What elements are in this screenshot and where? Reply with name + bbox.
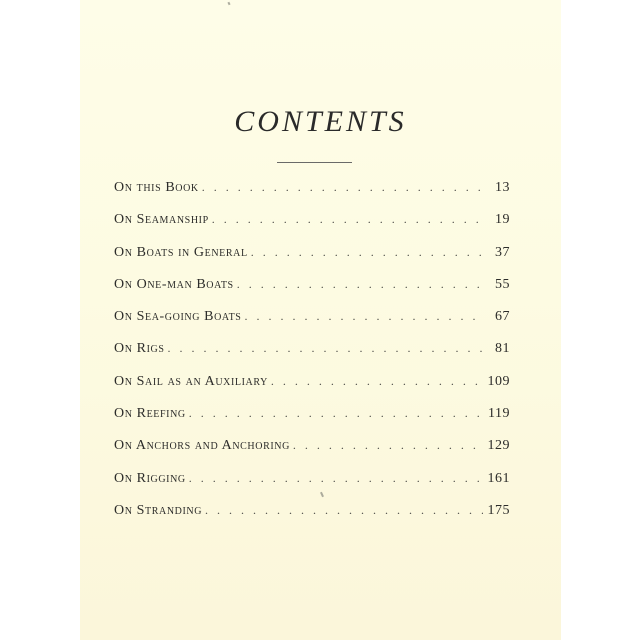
toc-entry-page: 129 (487, 438, 510, 454)
toc-entry (114, 245, 510, 277)
toc-entry (114, 180, 510, 212)
page-title: CONTENTS (234, 105, 407, 138)
toc-entry-title: On Sail as an Auxiliary (114, 373, 268, 389)
toc-entry (114, 471, 510, 503)
dot-leader (202, 180, 483, 195)
toc-entry-title: On Seamanship (114, 212, 209, 228)
toc-entry-page: 109 (487, 373, 510, 389)
dot-leader (244, 309, 483, 324)
toc-entry-page: 13 (495, 180, 510, 195)
toc-entry-page: 81 (495, 341, 510, 357)
toc-entry-page: 19 (495, 212, 510, 228)
toc-entry (114, 277, 510, 309)
toc-entry-title: On this Book (114, 180, 199, 195)
dot-leader (167, 341, 483, 356)
toc-entry (114, 341, 510, 373)
book-page (80, 0, 561, 640)
toc-entry-page: 67 (495, 309, 510, 325)
dot-leader (293, 438, 483, 453)
toc-entry-title: On Boats in General (114, 244, 248, 260)
toc-entry (114, 374, 510, 406)
title-rule (277, 162, 352, 163)
dot-leader (251, 245, 483, 260)
toc-entry (114, 503, 510, 535)
dot-leader (189, 406, 483, 421)
toc-entry-page: 37 (495, 244, 510, 260)
toc-entry-title: On Anchors and Anchoring (114, 438, 290, 454)
toc-entry (114, 438, 510, 470)
toc-entry (114, 212, 510, 244)
paper-speck (227, 2, 230, 6)
toc-entry (114, 406, 510, 438)
dot-leader (237, 277, 483, 292)
toc-entry-page: 119 (488, 406, 510, 422)
toc-entry-title: On One-man Boats (114, 276, 234, 292)
toc-entry-page: 55 (495, 276, 510, 292)
toc-entry-page: 161 (487, 470, 510, 486)
dot-leader (271, 374, 483, 389)
dot-leader (212, 212, 483, 227)
toc-entry (114, 309, 510, 341)
toc-entry-title: On Reefing (114, 406, 186, 422)
table-of-contents (114, 180, 510, 535)
toc-entry-title: On Rigs (114, 341, 165, 357)
toc-entry-page: 175 (487, 502, 510, 518)
toc-entry-title: On Rigging (114, 470, 186, 486)
toc-entry-title: On Stranding (114, 502, 203, 518)
toc-entry-title: On Sea-going Boats (114, 309, 242, 325)
dot-leader (189, 471, 483, 486)
dot-leader (205, 503, 483, 518)
